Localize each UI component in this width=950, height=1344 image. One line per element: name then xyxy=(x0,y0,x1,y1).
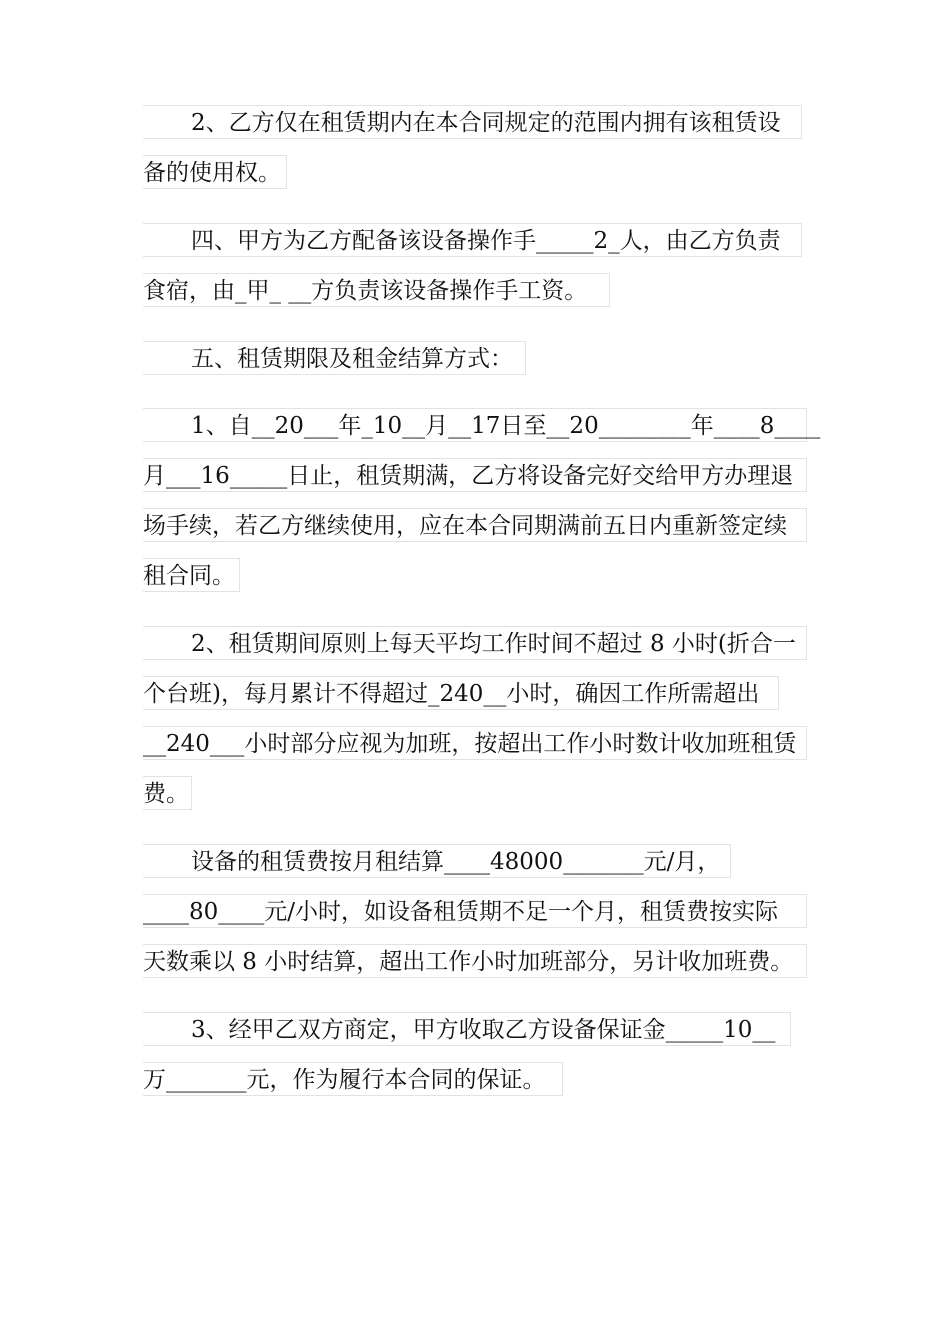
text-line: 费。 xyxy=(143,776,192,810)
text-line: 万_______元，作为履行本合同的保证。 xyxy=(143,1062,563,1096)
text-line: ____80____元/小时，如设备租赁期不足一个月，租赁费按实际 xyxy=(143,894,807,928)
text-line: 场手续，若乙方继续使用，应在本合同期满前五日内重新签定续 xyxy=(143,508,807,542)
text-line: 2、租赁期间原则上每天平均工作时间不超过 8 小时(折合一 xyxy=(143,626,807,660)
text-line: 四、甲方为乙方配备该设备操作手_____2_人，由乙方负责 xyxy=(143,223,802,257)
text-line: 月___16_____日止，租赁期满，乙方将设备完好交给甲方办理退 xyxy=(143,458,807,492)
text-line: __240___小时部分应视为加班，按超出工作小时数计收加班租赁 xyxy=(143,726,807,760)
text-line: 1、自__20___年_10__月__17日至__20________年____8____ xyxy=(143,408,807,442)
text-line: 2、乙方仅在租赁期内在本合同规定的范围内拥有该租赁设 xyxy=(143,105,802,139)
text-line: 天数乘以 8 小时结算，超出工作小时加班部分，另计收加班费。 xyxy=(143,944,807,978)
text-line: 设备的租赁费按月租结算____48000_______元/月， xyxy=(143,844,731,878)
text-line: 租合同。 xyxy=(143,558,240,592)
section-heading: 五、租赁期限及租金结算方式： xyxy=(143,341,526,375)
text-line: 3、经甲乙双方商定，甲方收取乙方设备保证金_____10__ xyxy=(143,1012,791,1046)
text-line: 备的使用权。 xyxy=(143,155,287,189)
text-line: 个台班)，每月累计不得超过_240__小时，确因工作所需超出 xyxy=(143,676,779,710)
text-line: 食宿，由_甲_ __方负责该设备操作手工资。 xyxy=(143,273,610,307)
